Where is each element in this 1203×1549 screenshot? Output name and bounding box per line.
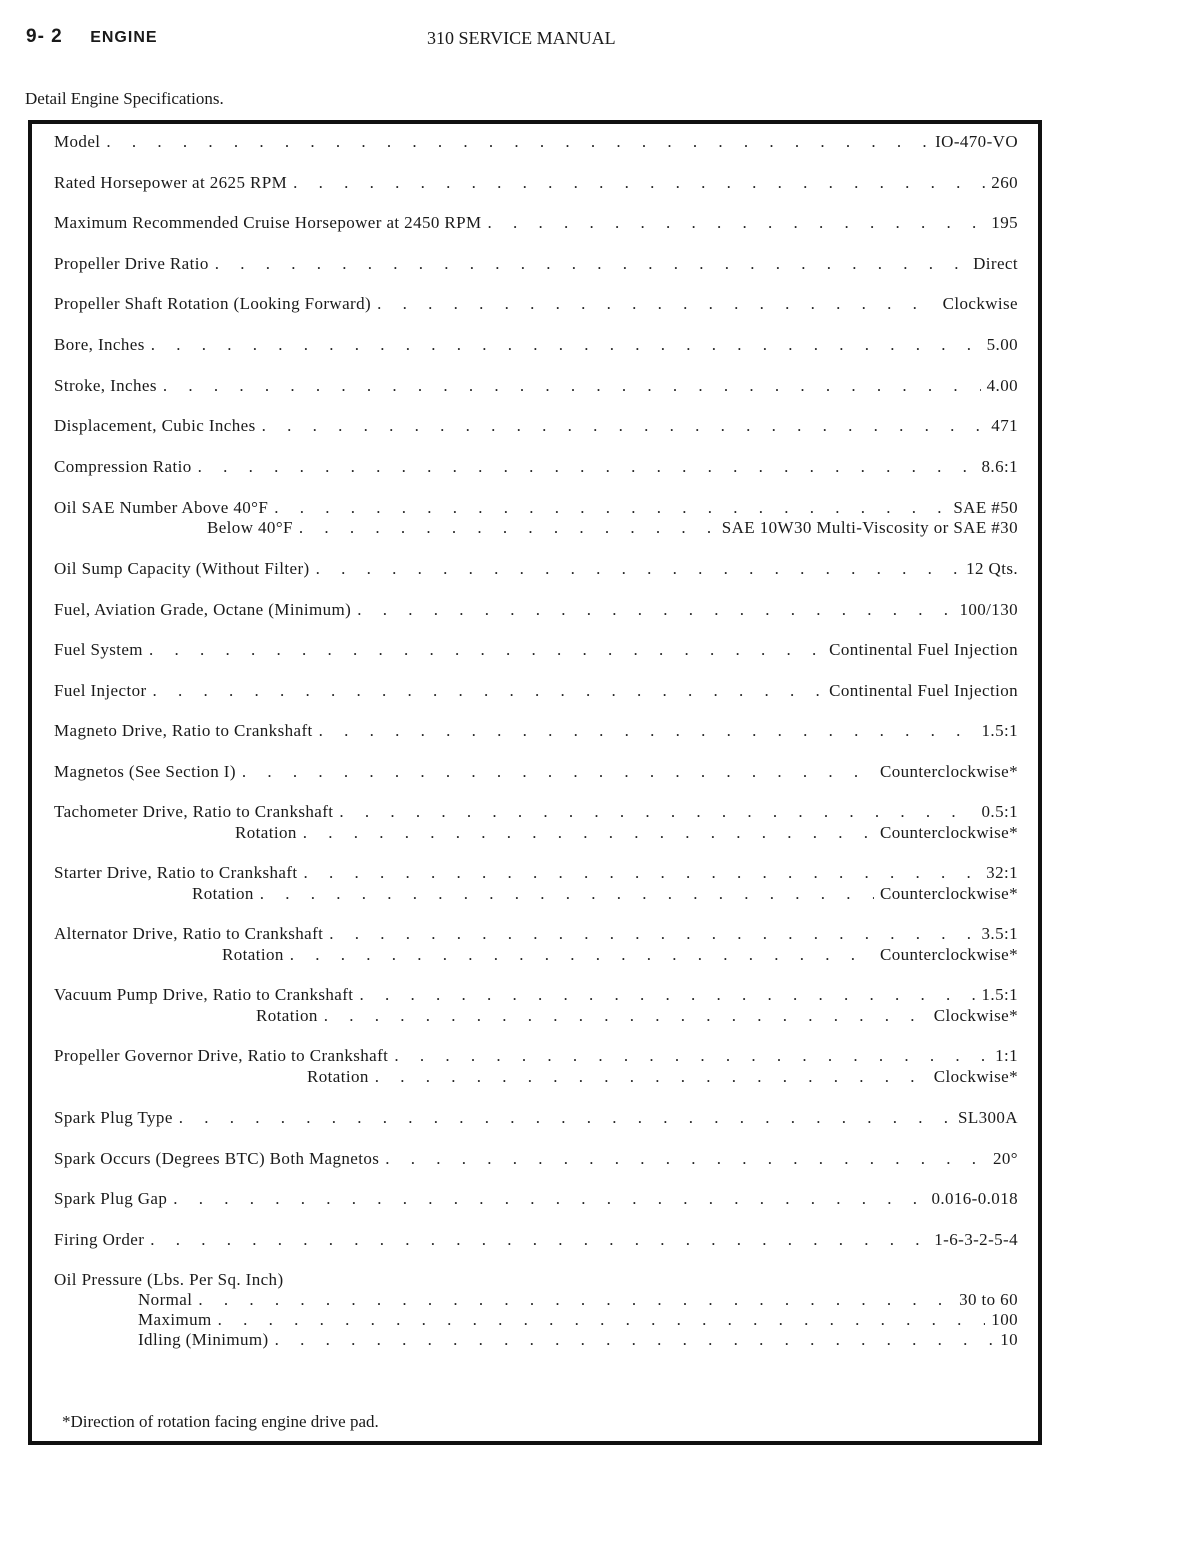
spec-label: Alternator Drive, Ratio to Crankshaft [54, 924, 324, 943]
spec-row [192, 882, 1018, 904]
dot-leader [375, 1067, 928, 1087]
spec-label: Spark Plug Gap [54, 1189, 168, 1208]
spec-value: 100 [991, 1310, 1018, 1329]
table-caption: Detail Engine Specifications. [25, 89, 224, 108]
spec-row [54, 557, 1018, 579]
spec-label: Bore, Inches [54, 335, 145, 354]
spec-row [54, 598, 1018, 620]
spec-row [54, 638, 1018, 660]
dot-leader [218, 1310, 986, 1330]
spec-row [54, 374, 1018, 396]
spec-row [54, 1147, 1018, 1169]
spec-row [54, 171, 1018, 193]
spec-label: Firing Order [54, 1230, 145, 1249]
spec-value: 30 to 60 [959, 1290, 1018, 1309]
spec-value: 100/130 [959, 600, 1018, 619]
spec-value: 195 [991, 213, 1018, 232]
spec-row [307, 1065, 1018, 1087]
spec-row [54, 1228, 1018, 1250]
spec-label: Idling (Minimum) [138, 1330, 269, 1349]
spec-label: Model [54, 132, 101, 151]
spec-label: Rotation [256, 1006, 318, 1025]
spec-table [28, 120, 1042, 1445]
spec-label: Propeller Governor Drive, Ratio to Crankshaft [54, 1046, 389, 1065]
spec-row [54, 1106, 1018, 1128]
dot-leader [385, 1149, 987, 1169]
spec-label: Maximum [138, 1310, 212, 1329]
spec-label: Rotation [307, 1067, 369, 1086]
spec-row [54, 760, 1018, 782]
dot-leader [394, 1046, 989, 1066]
spec-row [54, 130, 1018, 152]
spec-value: Direct [973, 254, 1018, 273]
dot-leader [163, 376, 981, 396]
spec-row [54, 679, 1018, 701]
dot-leader [151, 335, 981, 355]
dot-leader [304, 863, 981, 883]
dot-leader [290, 945, 874, 965]
spec-row [54, 800, 1018, 822]
dot-leader [377, 294, 937, 314]
dot-leader [339, 802, 975, 822]
spec-label: Displacement, Cubic Inches [54, 416, 256, 435]
spec-value: Clockwise* [933, 1006, 1018, 1025]
dot-leader [242, 762, 874, 782]
spec-value: 4.00 [986, 376, 1018, 395]
spec-label: Stroke, Inches [54, 376, 157, 395]
page-header-left [26, 26, 158, 48]
spec-row [54, 1187, 1018, 1209]
spec-label: Rotation [235, 823, 297, 842]
spec-label: Propeller Shaft Rotation (Looking Forward) [54, 294, 372, 313]
spec-row [54, 292, 1018, 314]
spec-value: 260 [991, 173, 1018, 192]
spec-value: SAE #50 [953, 498, 1018, 517]
spec-value: 12 Qts. [966, 559, 1018, 578]
spec-row [138, 1328, 1018, 1350]
spec-label: Vacuum Pump Drive, Ratio to Crankshaft [54, 985, 354, 1004]
spec-row [235, 821, 1018, 843]
dot-leader [198, 457, 976, 477]
spec-label: Maximum Recommended Cruise Horsepower at 2450 RPM [54, 213, 482, 232]
spec-label: Compression Ratio [54, 457, 192, 476]
spec-value: 0.5:1 [981, 802, 1018, 821]
spec-value: SAE 10W30 Multi-Viscosity or SAE #30 [721, 518, 1018, 537]
spec-row [54, 414, 1018, 436]
spec-row [54, 496, 1018, 518]
spec-label: Fuel Injector [54, 681, 147, 700]
spec-value: 1.5:1 [981, 985, 1018, 1004]
dot-leader [275, 1330, 995, 1350]
spec-row [54, 1268, 1018, 1290]
spec-label: Spark Occurs (Degrees BTC) Both Magnetos [54, 1149, 380, 1168]
spec-row [54, 861, 1018, 883]
spec-value: Counterclockwise* [879, 884, 1018, 903]
page-number: 9- 2 [26, 26, 63, 47]
spec-label: Rotation [192, 884, 254, 903]
dot-leader [106, 132, 929, 152]
spec-value: Counterclockwise* [879, 945, 1018, 964]
spec-row [222, 943, 1018, 965]
dot-leader [198, 1290, 953, 1310]
spec-label: Normal [138, 1290, 193, 1309]
spec-row [138, 1288, 1018, 1310]
footnote: *Direction of rotation facing engine drive pad. [62, 1412, 379, 1431]
spec-row [54, 1044, 1018, 1066]
spec-label: Starter Drive, Ratio to Crankshaft [54, 863, 298, 882]
dot-leader [150, 1230, 928, 1250]
dot-leader [329, 924, 975, 944]
spec-label: Oil Sump Capacity (Without Filter) [54, 559, 310, 578]
spec-value: 471 [991, 416, 1018, 435]
dot-leader [215, 254, 967, 274]
spec-value: 0.016-0.018 [931, 1189, 1018, 1208]
spec-label: Fuel System [54, 640, 143, 659]
spec-row [54, 333, 1018, 355]
spec-value: Continental Fuel Injection [829, 681, 1018, 700]
spec-value: 20° [993, 1149, 1018, 1168]
dot-leader [488, 213, 986, 233]
dot-leader [303, 823, 874, 843]
spec-label: Magnetos (See Section I) [54, 762, 236, 781]
spec-label: Oil Pressure (Lbs. Per Sq. Inch) [54, 1270, 284, 1289]
dot-leader [293, 173, 985, 193]
spec-value: 1-6-3-2-5-4 [934, 1230, 1018, 1249]
spec-row [54, 983, 1018, 1005]
spec-label: Rotation [222, 945, 284, 964]
spec-value: 8.6:1 [981, 457, 1018, 476]
dot-leader [299, 518, 716, 538]
spec-row [54, 252, 1018, 274]
dot-leader [262, 416, 986, 436]
dot-leader [316, 559, 960, 579]
dot-leader [319, 721, 976, 741]
spec-row [54, 922, 1018, 944]
dot-leader [359, 985, 975, 1005]
spec-row [54, 455, 1018, 477]
spec-label: Oil SAE Number Above 40°F [54, 498, 269, 517]
spec-label: Rated Horsepower at 2625 RPM [54, 173, 288, 192]
dot-leader [260, 884, 874, 904]
dot-leader [149, 640, 823, 660]
spec-row [54, 719, 1018, 741]
spec-row [54, 211, 1018, 233]
spec-value: 1:1 [995, 1046, 1018, 1065]
spec-label: Tachometer Drive, Ratio to Crankshaft [54, 802, 334, 821]
spec-label: Magneto Drive, Ratio to Crankshaft [54, 721, 313, 740]
spec-value: Continental Fuel Injection [829, 640, 1018, 659]
spec-value: 5.00 [986, 335, 1018, 354]
dot-leader [179, 1108, 952, 1128]
spec-row [256, 1004, 1018, 1026]
spec-value: Clockwise* [933, 1067, 1018, 1086]
spec-label: Spark Plug Type [54, 1108, 173, 1127]
dot-leader [324, 1006, 928, 1026]
dot-leader [173, 1189, 925, 1209]
spec-value: Counterclockwise* [879, 762, 1018, 781]
spec-value: IO-470-VO [935, 132, 1018, 151]
spec-value: SL300A [957, 1108, 1018, 1127]
spec-label: Below 40°F [207, 518, 293, 537]
dot-leader [274, 498, 947, 518]
spec-value: 1.5:1 [981, 721, 1018, 740]
dot-leader [357, 600, 953, 620]
section-title: ENGINE [90, 29, 158, 46]
spec-value: Counterclockwise* [879, 823, 1018, 842]
spec-value: 32:1 [986, 863, 1018, 882]
spec-value: 3.5:1 [981, 924, 1018, 943]
spec-row [138, 1308, 1018, 1330]
spec-value: 10 [1000, 1330, 1018, 1349]
spec-label: Propeller Drive Ratio [54, 254, 209, 273]
dot-leader [153, 681, 824, 701]
spec-row [207, 516, 1018, 538]
spec-value: Clockwise [942, 294, 1018, 313]
spec-label: Fuel, Aviation Grade, Octane (Minimum) [54, 600, 352, 619]
manual-title: 310 SERVICE MANUAL [427, 28, 616, 48]
